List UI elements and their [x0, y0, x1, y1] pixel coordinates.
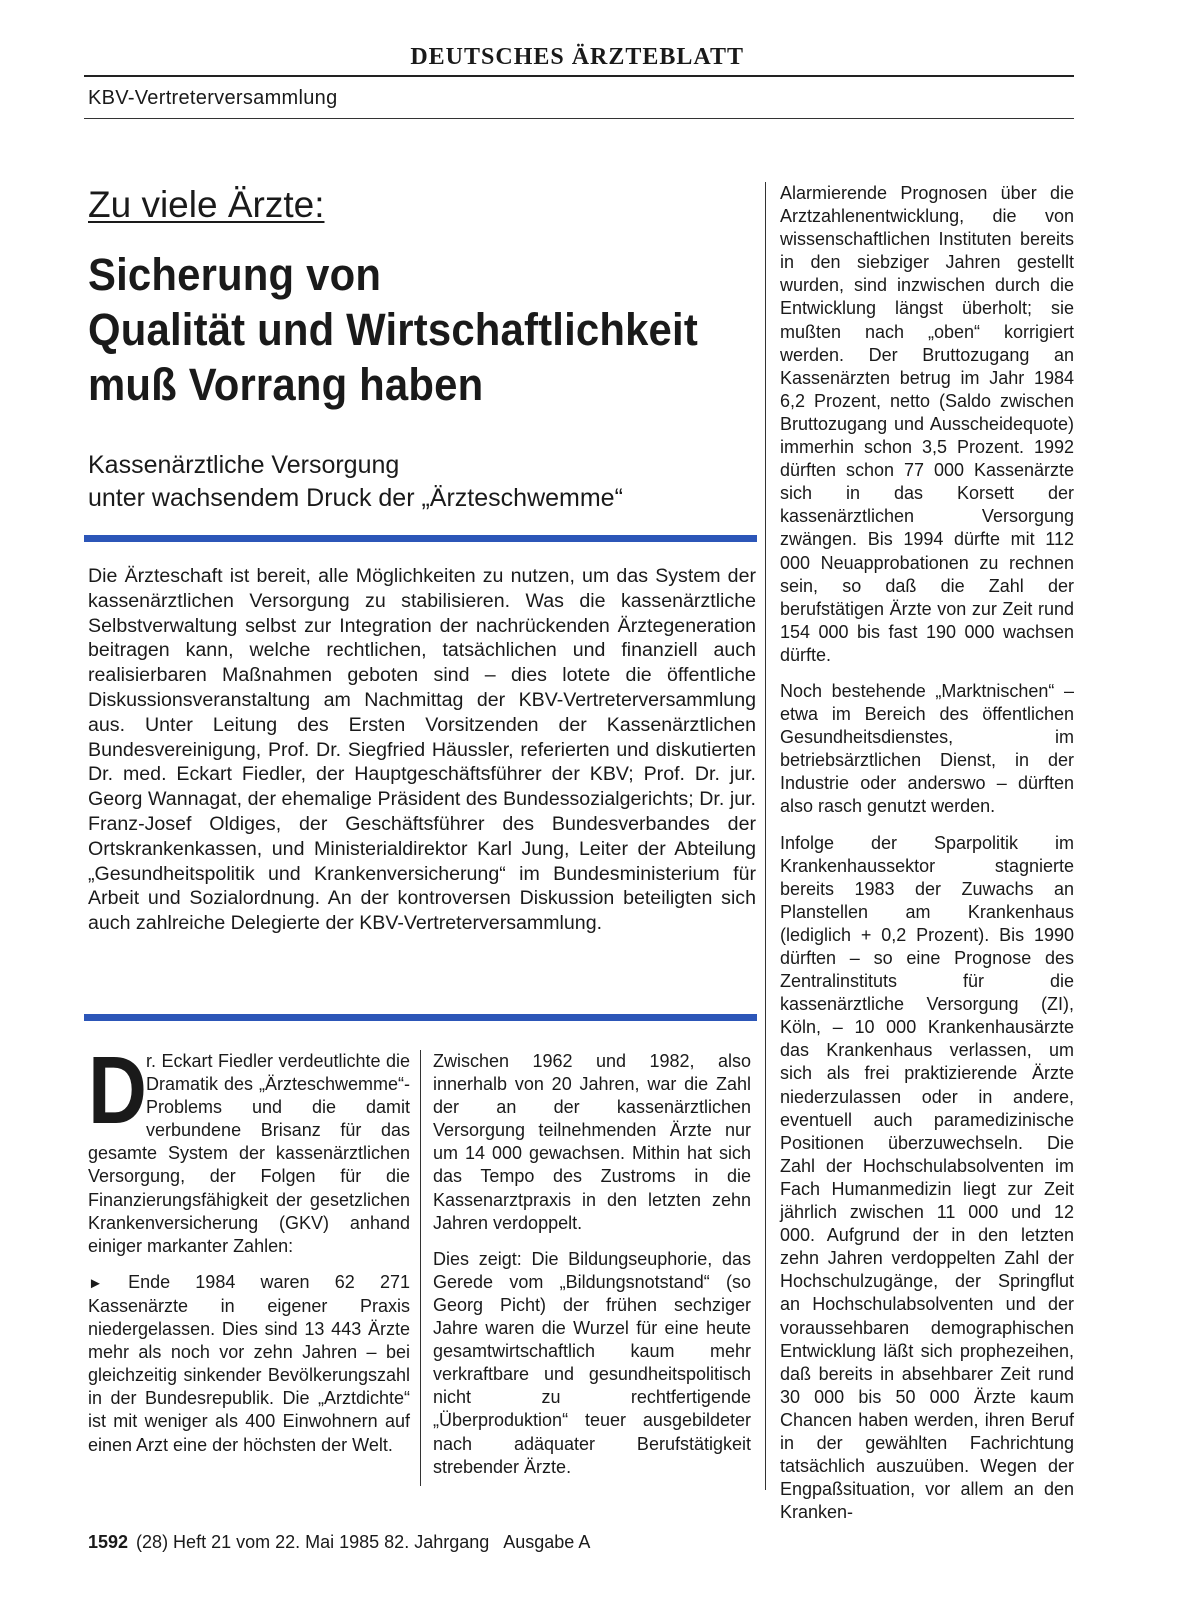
- column-c-paragraph-3: Infolge der Sparpolitik im Krankenhaussektor stagnierte bereits 1983 der Zuwachs an Planstellen am Krankenhaus (lediglich + 0,2 Prozent). Bis 1990 dürften – so eine Prognose des Zentralinstituts für die kassenärztliche Versorgung (ZI), Köln, – 10 000 Krankenhausärzte das Krankenhaus verlassen, um sich als frei praktizierende Ärzte niederzulassen oder in andere, eventuell auch paramedizinische Positionen überzuwechseln. Die Zahl der Hochschulabsolventen im Fach Humanmedizin liegt zur Zeit jährlich zwischen 11 000 und 12 000. Aufgrund der in den letzten zehn Jahren verdoppelten Zahl der Hochschulzugänge, der Springflut an Hochschulabsolventen und der voraussehbaren demographischen Entwicklung läßt sich prophezeihen, daß bereits in absehbarer Zeit rund 30 000 bis 50 000 Ärzte kaum Chancen haben werden, ihren Beruf in der gewählten Fachrichtung tatsächlich auszuüben. Wegen der Engpaßsituation, vor allem an den Kranken-: [780, 832, 1074, 1523]
- column-c-paragraph-1: Alarmierende Prognosen über die Arztzahlenentwicklung, die von wissenschaftlichen Instituten bereits in den siebziger Jahren gestellt wurden, sind inzwischen durch die Entwicklung längst überholt; sie mußten nach „oben“ korrigiert werden. Der Bruttozugang an Kassenärzten betrug im Jahr 1984 6,2 Prozent, netto (Saldo zwischen Bruttozugang und Ausscheidequote) immerhin schon 3,5 Prozent. 1992 dürften schon 77 000 Kassenärzte sich in das Korsett der kassenärztlichen Versorgung zwängen. Bis 1994 dürfte mit 112 000 Neuapprobationen zu rechnen sein, so daß die Zahl der berufstätigen Ärzte von zur Zeit rund 154 000 bis fast 190 000 wachsen dürfte.: [780, 183, 1074, 665]
- page-footer: [88, 1532, 590, 1553]
- headline-line-1: Sicherung von: [88, 249, 382, 300]
- column-b-paragraph-2: Dies zeigt: Die Bildungseuphorie, das Gerede vom „Bildungsnotstand“ (so Georg Picht) der frühen sechziger Jahre waren die Wurzel für eine heute gesamtwirtschaftlich kaum mehr verkraftbare und gesundheitspolitisch nicht zu rechtfertigende „Überproduktion“ teuer ausgebildeter nach adäquater Berufstätigkeit strebender Ärzte.: [433, 1248, 751, 1477]
- section-rule: [84, 118, 1074, 119]
- masthead: [84, 44, 1074, 71]
- column-b: [433, 1050, 751, 1492]
- kicker: Zu viele Ärzte:: [88, 184, 325, 225]
- drop-cap: D: [88, 1037, 147, 1144]
- subtitle: [88, 449, 748, 515]
- column-a-text-1: r. Eckart Fiedler verdeutlichte die Dramatik des „Ärzteschwemme“-Problems und die damit verbundene Brisanz für das gesamte System der kassenärztlichen Versorgung, der Folgen für die Finanzierungsfähigkeit der gesetzlichen Krankenversicherung (GKV) anhand einiger markanter Zahlen:: [88, 1051, 410, 1256]
- column-b-paragraph-1: Zwischen 1962 und 1982, also innerhalb von 20 Jahren, war die Zahl der an der kassenärztlichen Versorgung teilnehmenden Ärzte nur um 14 000 gewachsen. Mithin hat sich das Tempo des Zustroms in die Kassenarztpraxis in den letzten zehn Jahren verdoppelt.: [433, 1051, 751, 1233]
- column-divider-2: [765, 182, 766, 1490]
- masthead-rule: [84, 75, 1074, 77]
- column-a-paragraph-1: [88, 1037, 410, 1258]
- blue-rule-bottom: [84, 1014, 757, 1021]
- masthead-title: DEUTSCHES ÄRZTEBLATT: [410, 44, 744, 70]
- headline: [88, 247, 702, 412]
- column-c-paragraph-2: Noch bestehende „Marktnischen“ – etwa im Bereich des öffentlichen Gesundheitsdienstes, im betriebsärztlichen Dienst, in der Industrie oder anderswo – dürften also rasch genutzt werden.: [780, 680, 1074, 817]
- headline-line-2: Qualität und Wirtschaftlichkeit: [88, 304, 698, 355]
- column-divider-1: [420, 1050, 421, 1486]
- column-a-paragraph-2: [88, 1271, 410, 1457]
- subtitle-line-1: Kassenärztliche Versorgung: [88, 451, 400, 479]
- column-a: [88, 1037, 410, 1470]
- arrow-bullet-icon: ►: [88, 1274, 103, 1292]
- subtitle-line-2: unter wachsendem Druck der „Ärzteschwemme“: [88, 484, 623, 512]
- intro-paragraph: Die Ärzteschaft ist bereit, alle Möglichkeiten zu nutzen, um das System der kassenärztlichen Versorgung zu stabilisieren. Was die kassenärztliche Selbstverwaltung selbst zur Integration der nachrückenden Ärztegeneration beitragen kann, welche rechtlichen, tatsächlichen und finanziell auch realisierbaren Maßnahmen geboten sind – dies lotete die öffentliche Diskussionsveranstaltung am Nachmittag der KBV-Vertreterversammlung aus. Unter Leitung des Ersten Vorsitzenden der Kassenärztlichen Bundesvereinigung, Prof. Dr. Siegfried Häussler, referierten und diskutierten Dr. med. Eckart Fiedler, der Hauptgeschäftsführer der KBV; Prof. Dr. jur. Georg Wannagat, der ehemalige Präsident des Bundessozialgerichts; Dr. jur. Franz-Josef Oldiges, der Geschäftsführer des Bundesverbandes der Ortskrankenkassen, und Ministerialdirektor Karl Jung, Leiter der Abteilung „Gesundheitspolitik und Krankenversicherung“ im Bundesministerium für Arbeit und Sozialordnung. An der kontroversen Diskussion beteiligten sich auch zahlreiche Delegierte der KBV-Vertreterversammlung.: [88, 565, 756, 935]
- column-c: [780, 182, 1074, 1537]
- section-label: KBV-Vertreterversammlung: [88, 87, 338, 109]
- issue-info: (28) Heft 21 vom 22. Mai 1985 82. Jahrgang Ausgabe A: [136, 1532, 591, 1552]
- headline-line-3: muß Vorrang haben: [88, 359, 484, 410]
- blue-rule-top: [84, 535, 757, 542]
- column-a-text-2: Ende 1984 waren 62 271 Kassenärzte in eigener Praxis niedergelassen. Dies sind 13 443 Ärzte mehr als noch vor zehn Jahren – bei gleichzeitig sinkender Bevölkerungszahl in der Bundesrepublik. Die „Arztdichte“ ist mit weniger als 400 Einwohnern auf einen Arzt eine der höchsten der Welt.: [88, 1271, 410, 1455]
- page-number: 1592: [88, 1532, 129, 1552]
